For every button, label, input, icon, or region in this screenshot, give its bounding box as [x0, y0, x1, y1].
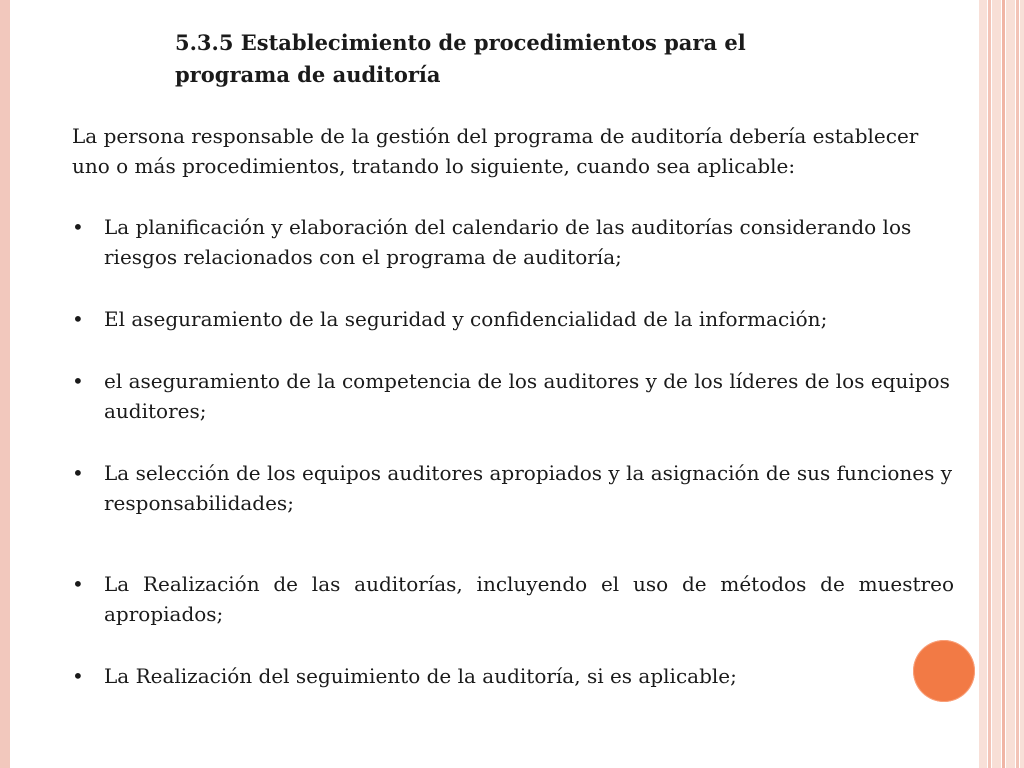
- list-item-text: La Realización de las auditorías, incluyendo el uso de métodos de muestreo apropiados;: [104, 572, 954, 626]
- bullet-dot-icon: •: [72, 215, 84, 239]
- list-item-text: La Realización del seguimiento de la auditoría, si es aplicable;: [104, 664, 737, 688]
- bullet-dot-icon: •: [72, 572, 84, 596]
- list-item: [72, 366, 954, 426]
- list-item-text: La selección de los equipos auditores apropiados y la asignación de sus funciones y responsabilidades;: [104, 461, 953, 515]
- slide-title-line2: programa de auditoría: [175, 62, 441, 87]
- bullet-list: [72, 212, 954, 691]
- list-item-text: El aseguramiento de la seguridad y confidencialidad de la información;: [104, 307, 828, 331]
- list-item-text: el aseguramiento de la competencia de los auditores y de los líderes de los equipos auditores;: [104, 369, 950, 423]
- list-item: [72, 569, 954, 629]
- list-item: [72, 212, 954, 272]
- right-stripes-decoration: [979, 0, 1024, 768]
- bullet-dot-icon: •: [72, 369, 84, 393]
- slide-content: [72, 121, 954, 691]
- intro-paragraph: La persona responsable de la gestión del programa de auditoría debería establecer uno o más procedimientos, tratando lo siguiente, cuando sea aplicable:: [72, 124, 919, 178]
- bullet-dot-icon: •: [72, 461, 84, 485]
- list-item-text: La planificación y elaboración del calendario de las auditorías considerando los riesgos relacionados con el programa de auditoría;: [104, 215, 912, 269]
- slide-title: [175, 27, 875, 91]
- list-item: [72, 458, 954, 518]
- list-item: [72, 661, 954, 691]
- slide-title-line1: 5.3.5 Establecimiento de procedimientos para el: [175, 30, 746, 55]
- bullet-dot-icon: •: [72, 307, 84, 331]
- left-border-decoration: [0, 0, 10, 768]
- list-item: [72, 304, 954, 334]
- orange-circle-decoration: [913, 640, 975, 702]
- bullet-dot-icon: •: [72, 664, 84, 688]
